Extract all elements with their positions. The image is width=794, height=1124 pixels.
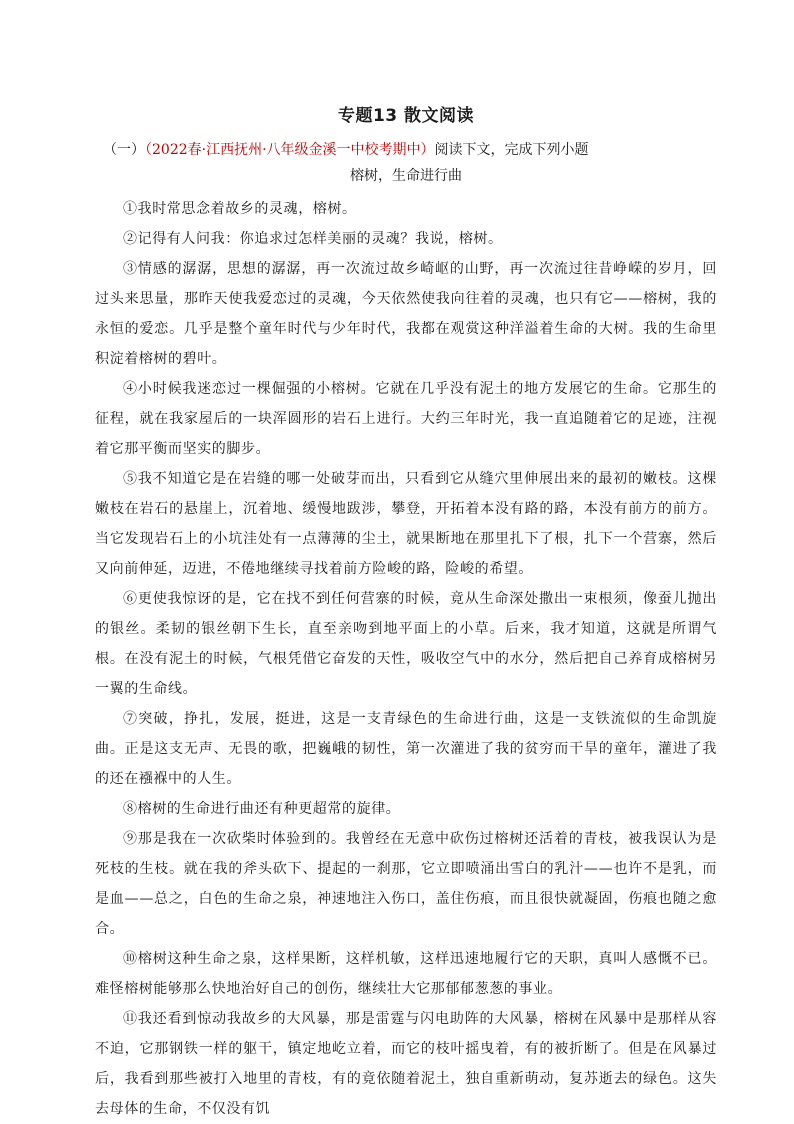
paragraph-11: ⑪我还看到惊动我故乡的大风暴，那是雷霆与闪电助阵的大风暴，榕树在风暴中是那样从容不迫，它那钢铁一样的躯干，镇定地屹立着，而它的枝叶摇曳着，有的被折断了。但是在风暴过后，我看到那些被打入地里的青枝，有的竟依随着泥土，独自重新萌动，复苏逝去的绿色。这失去母体的生命，不仅没有饥 bbox=[95, 1011, 717, 1117]
source-line bbox=[103, 140, 717, 160]
paragraph-5: ⑤我不知道它是在岩缝的哪一处破芽而出，只看到它从缝穴里伸展出来的最初的嫩枝。这棵嫩枝在岩石的悬崖上，沉着地、缓慢地跋涉，攀登，开拓着本没有路的路，本没有前方的前方。当它发现岩石上的小坑洼处有一点薄薄的尘土，就果断地在那里扎下了根，扎下一个营寨，然后又向前伸延，迈进，不倦地继续寻找着前方险峻的路，险峻的希望。 bbox=[95, 471, 717, 577]
document-title: 专题13 散文阅读 bbox=[337, 106, 475, 126]
essay-title: 榕树，生命进行曲 bbox=[350, 168, 462, 184]
source-citation: （2022春·江西抚州·八年级金溪一中校考期中） bbox=[145, 142, 435, 158]
source-prefix: （一） bbox=[103, 142, 145, 158]
paragraph-10: ⑩榕树这种生命之泉，这样果断，这样机敏，这样迅速地履行它的天职，真叫人感慨不已。难怪榕树能够那么快地治好自己的创伤，继续壮大它那郁郁葱葱的事业。 bbox=[95, 951, 717, 997]
paragraph-4: ④小时候我迷恋过一棵倔强的小榕树。它就在几乎没有泥土的地方发展它的生命。它那生的征程，就在我家屋后的一块浑圆形的岩石上进行。大约三年时光，我一直追随着它的足迹，注视着它那平衡而坚实的脚步。 bbox=[95, 381, 717, 457]
document-page bbox=[95, 0, 717, 1124]
paragraph-8: ⑧榕树的生命进行曲还有种更超常的旋律。 bbox=[123, 801, 401, 817]
paragraph-9: ⑨那是我在一次砍柴时体验到的。我曾经在无意中砍伤过榕树还活着的青枝，被我误认为是死枝的生枝。就在我的斧头砍下、提起的一刹那，它立即喷涌出雪白的乳汁——也许不是乳，而是血——总之，白色的生命之泉，神速地注入伤口，盖住伤痕，而且很快就凝固，伤痕也随之愈合。 bbox=[95, 831, 717, 937]
paragraph-2: ②记得有人问我：你追求过怎样美丽的灵魂？我说，榕树。 bbox=[123, 231, 503, 247]
paragraph-7: ⑦突破，挣扎，发展，挺进，这是一支青绿色的生命进行曲，这是一支铁流似的生命凯旋曲。正是这支无声、无畏的歌，把巍峨的韧性，第一次灌进了我的贫穷而干旱的童年，灌进了我的还在襁褓中的人生。 bbox=[95, 711, 717, 787]
source-instruction: 阅读下文，完成下列小题 bbox=[434, 142, 589, 158]
paragraph-3: ③情感的潺潺，思想的潺潺，再一次流过故乡崎岖的山野，再一次流过往昔峥嵘的岁月，回过头来思量，那昨天使我爱恋过的灵魂，今天依然使我向往着的灵魂，也只有它——榕树，我的永恒的爱恋。几乎是整个童年时代与少年时代，我都在观赏这种洋溢着生命的大树。我的生命里积淀着榕树的碧叶。 bbox=[95, 261, 717, 367]
paragraph-1: ①我时常思念着故乡的灵魂，榕树。 bbox=[123, 201, 357, 217]
essay-body bbox=[95, 194, 717, 1124]
paragraph-6: ⑥更使我惊讶的是，它在找不到任何营寨的时候，竟从生命深处撒出一束根须，像蚕儿抛出的银丝。柔韧的银丝朝下生长，直至亲吻到地平面上的小草。后来，我才知道，这就是所谓气根。在没有泥土的时候，气根凭借它奋发的天性，吸收空气中的水分，然后把自己养育成榕树另一翼的生命线。 bbox=[95, 591, 717, 697]
